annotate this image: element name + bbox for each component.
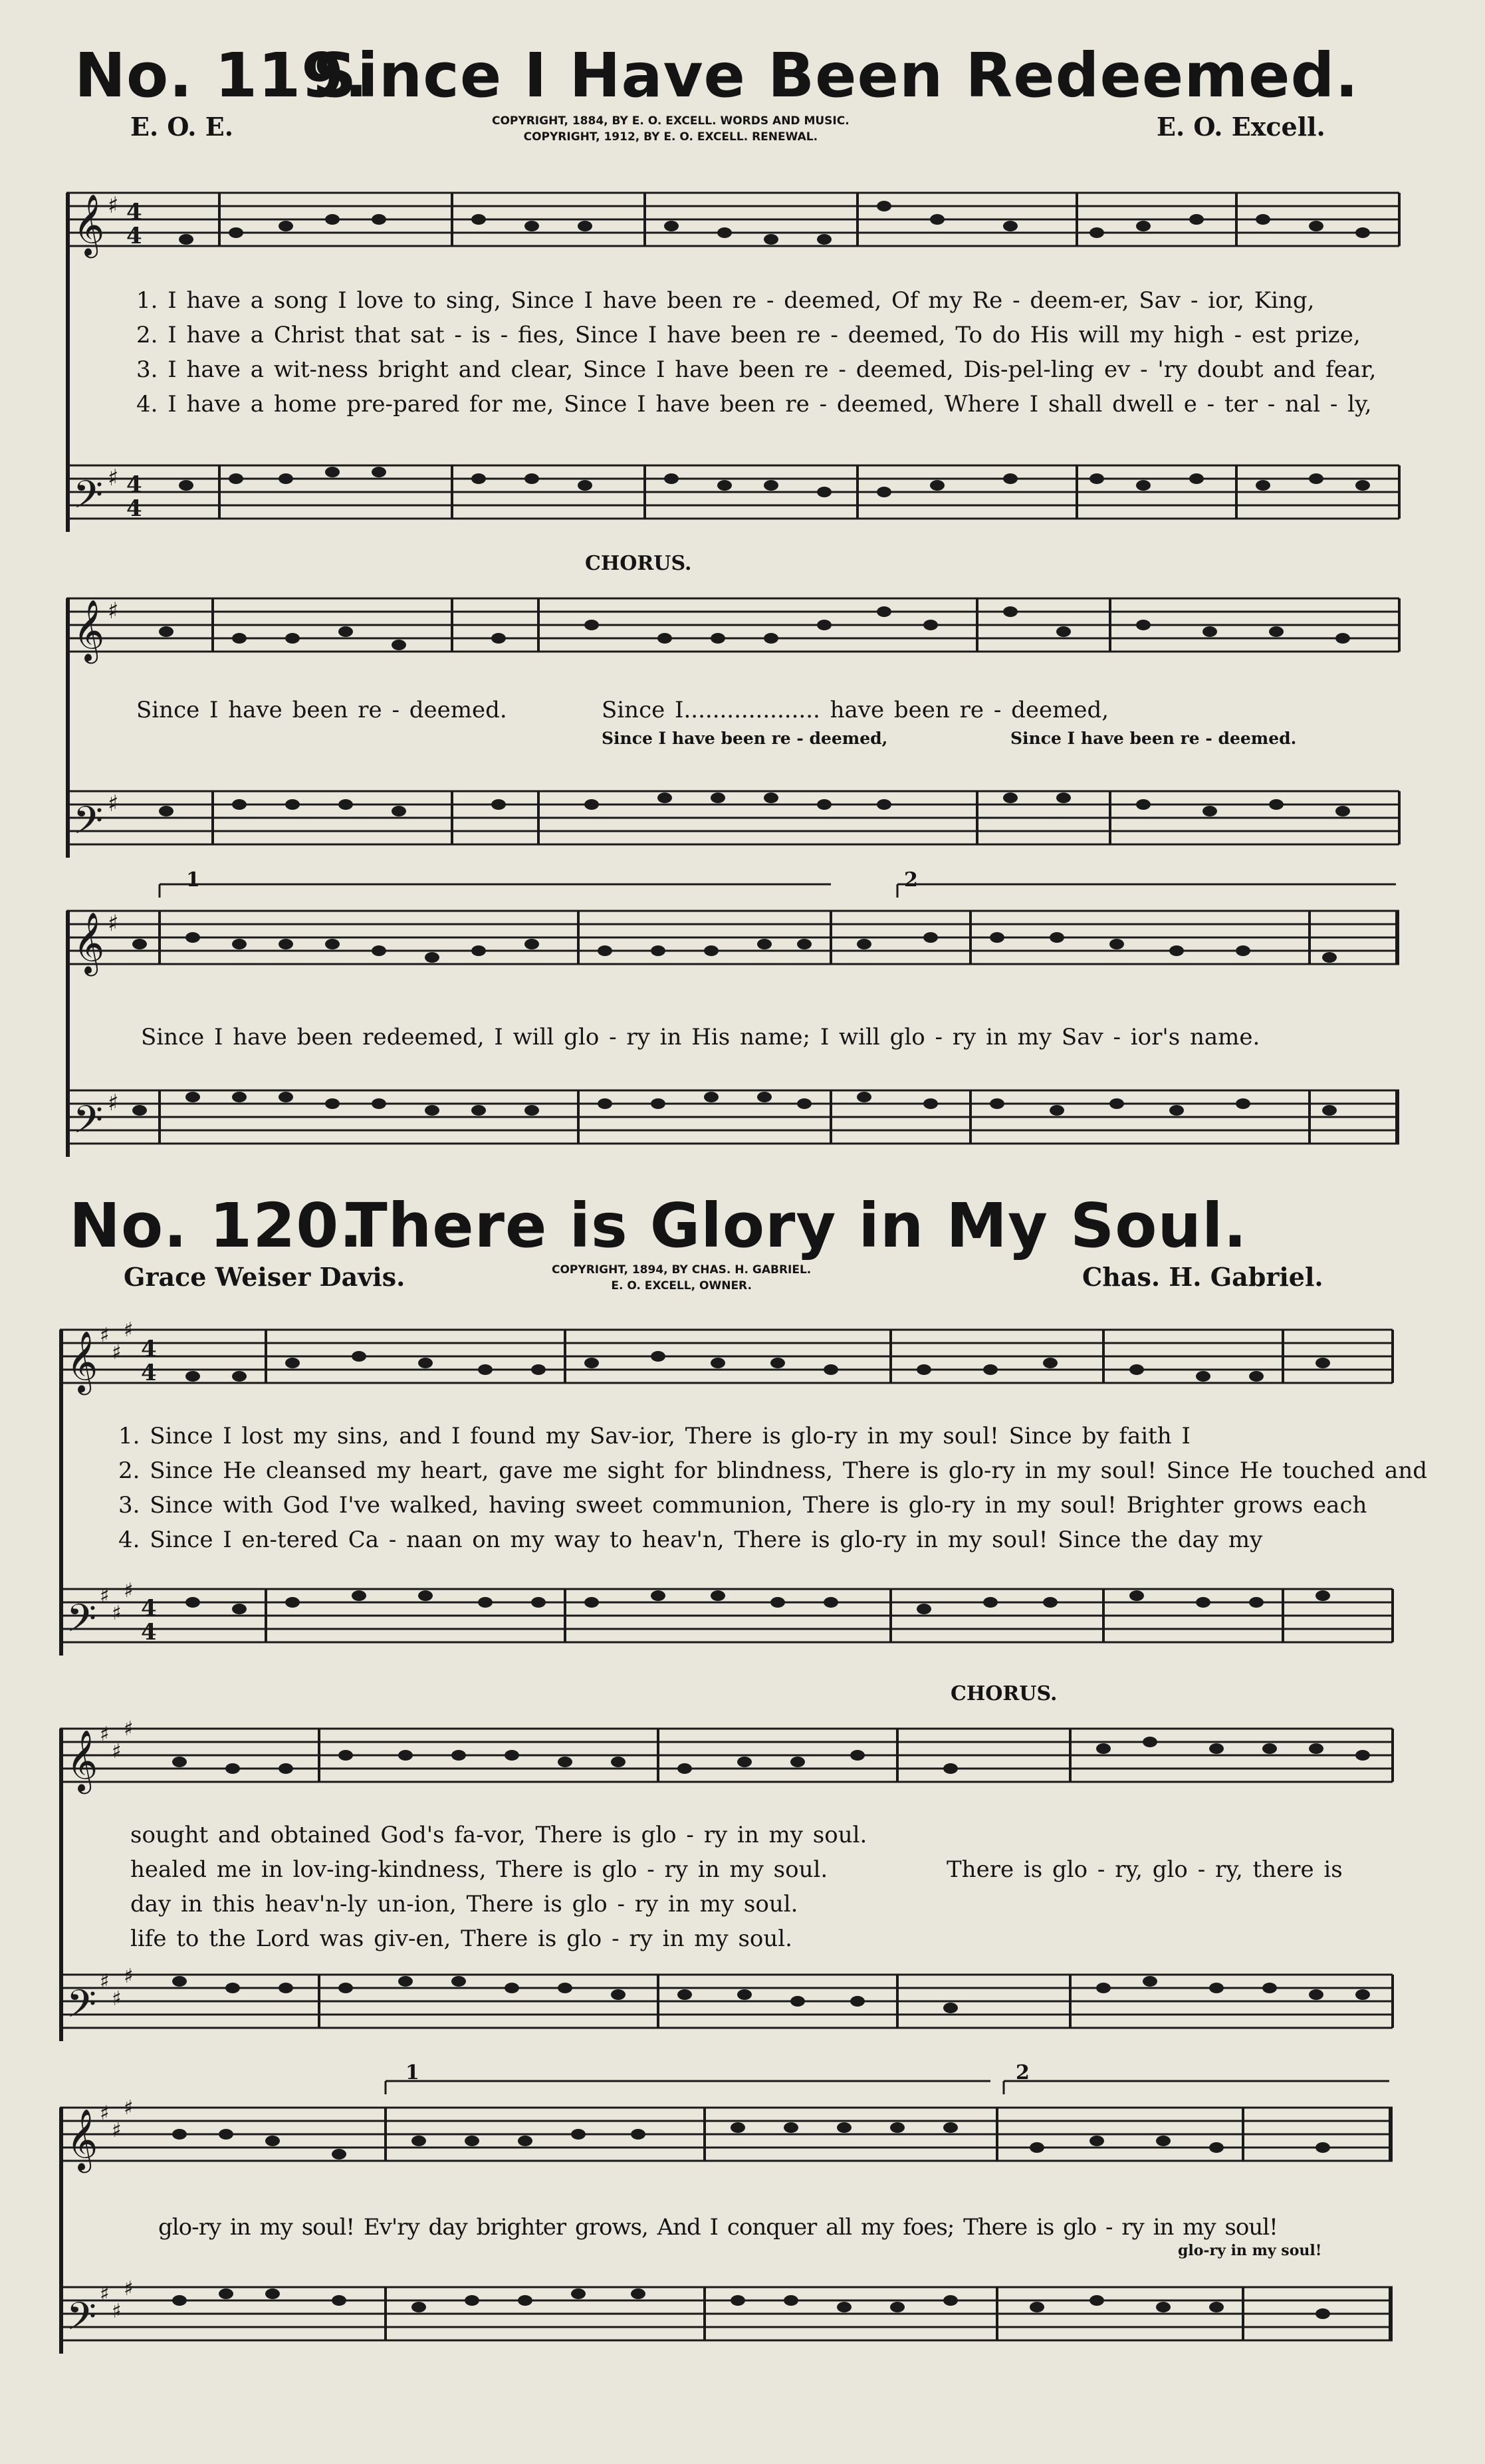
svg-text:♯: ♯ — [100, 1324, 110, 1347]
hymn-119-verse-3: 3. I have a wit-ness bright and clear, Since I have been re - deemed, Dis-pel-ling ev - 'ry doubt and fear, — [136, 356, 1377, 383]
svg-text:♯: ♯ — [100, 2282, 110, 2306]
svg-text:4: 4 — [126, 495, 142, 522]
svg-text:𝄢: 𝄢 — [73, 472, 104, 527]
bass-staff — [66, 465, 1399, 519]
copyright-line-1: COPYRIGHT, 1884, BY E. O. EXCELL. WORDS AND MUSIC. — [492, 114, 850, 128]
hymn-120-number: No. 120. — [69, 1190, 364, 1261]
copyright-line-2: COPYRIGHT, 1912, BY E. O. EXCELL. RENEWAL. — [523, 130, 818, 144]
hymn-120-author: Grace Weiser Davis. — [124, 1262, 405, 1292]
svg-text:♯: ♯ — [124, 1318, 134, 1342]
svg-text:♯: ♯ — [124, 1717, 134, 1741]
svg-text:♯: ♯ — [100, 1970, 110, 1993]
svg-text:𝄞: 𝄞 — [66, 1330, 98, 1392]
svg-text:♯: ♯ — [124, 2096, 134, 2120]
svg-text:♯: ♯ — [108, 1090, 119, 1116]
svg-text:𝄢: 𝄢 — [66, 1596, 97, 1650]
hymn-119-copyright — [492, 113, 850, 145]
hymn-120-verse-3: 3. Since with God I've walked, having sweet communion, There is glo-ry in my soul! Brighter grows each — [118, 1492, 1367, 1519]
svg-text:♯: ♯ — [112, 1602, 122, 1625]
svg-text:4: 4 — [141, 1595, 157, 1622]
svg-text:♯: ♯ — [124, 1965, 134, 1988]
svg-text:♯: ♯ — [100, 2102, 110, 2125]
hymn-120-verse-3b: day in this heav'n-ly un-ion, There is glo - ry in my soul. — [130, 1891, 798, 1917]
hymn-119-ending-2: 2 — [904, 868, 918, 892]
bar-lines — [219, 193, 1399, 519]
hymn-120-composer: Chas. H. Gabriel. — [1082, 1262, 1323, 1292]
svg-text:𝄢: 𝄢 — [66, 2294, 97, 2348]
svg-text:𝄢: 𝄢 — [73, 798, 104, 852]
hymn-119-line-2: Since I have been re - deemed. — [136, 697, 507, 723]
svg-text:♯: ♯ — [112, 1341, 122, 1364]
svg-text:𝄢: 𝄢 — [73, 1097, 104, 1152]
svg-text:♯: ♯ — [124, 2277, 134, 2300]
hymn-120-verse-2b: healed me in lov-ing-kindness, There is glo - ry in my soul. — [130, 1856, 828, 1883]
copyright-line-1: COPYRIGHT, 1894, BY CHAS. H. GABRIEL. — [552, 1263, 812, 1277]
svg-text:𝄢: 𝄢 — [66, 1981, 97, 2036]
hymn-119-line-3: Since I have been redeemed, I will glo - ry in His name; I will glo - ry in my Sav - ior's name. — [141, 1024, 1260, 1050]
hymn-119-title: Since I Have Been Redeemed. — [312, 40, 1359, 111]
svg-text:♯: ♯ — [108, 791, 119, 817]
hymn-120-verse-4: 4. Since I en-tered Ca - naan on my way to heav'n, There is glo-ry in my soul! Since the day my — [118, 1527, 1263, 1553]
svg-text:♯: ♯ — [108, 598, 119, 624]
svg-text:𝄞: 𝄞 — [66, 1729, 98, 1791]
hymn-120-chorus-label: CHORUS. — [951, 1682, 1058, 1705]
hymn-119-number: No. 119. — [74, 40, 369, 111]
hymn-119-ending-1: 1 — [186, 868, 200, 892]
hymn-120-ending-1: 1 — [405, 2061, 419, 2084]
hymn-119-author: E. O. E. — [130, 112, 233, 142]
svg-text:♯: ♯ — [112, 2119, 122, 2142]
hymn-120-line-3: glo-ry in my soul! Ev'ry day brighter grows, And I conquer all my foes; There is glo - ry in my soul! — [158, 2214, 1278, 2241]
svg-text:♯: ♯ — [112, 2300, 122, 2323]
svg-text:♯: ♯ — [108, 910, 119, 937]
svg-text:4: 4 — [126, 199, 142, 225]
hymn-119-verse-2: 2. I have a Christ that sat - is - fies, Since I have been re - deemed, To do His will my high - est prize, — [136, 322, 1361, 348]
svg-text:♯: ♯ — [108, 465, 119, 491]
svg-text:4: 4 — [141, 1619, 157, 1646]
hymn-119-chorus-label: CHORUS. — [585, 552, 692, 575]
svg-text:𝄞: 𝄞 — [73, 912, 105, 973]
hymn-120-title: There is Glory in My Soul. — [346, 1190, 1248, 1261]
svg-text:𝄞: 𝄞 — [73, 599, 105, 661]
svg-text:4: 4 — [141, 1336, 157, 1362]
hymn-119-chorus-echo-1: Since I have been re - deemed, — [602, 729, 888, 748]
svg-text:𝄞: 𝄞 — [73, 193, 105, 255]
hymn-119-chorus-echo-2: Since I have been re - deemed. — [1010, 729, 1297, 748]
svg-text:♯: ♯ — [100, 1723, 110, 1746]
hymn-120-line-3-echo: glo-ry in my soul! — [1178, 2242, 1322, 2259]
svg-text:♯: ♯ — [112, 1987, 122, 2011]
hymn-119-system-2 — [66, 585, 1403, 864]
svg-text:4: 4 — [141, 1360, 157, 1386]
hymn-119-verse-1: 1. I have a song I love to sing, Since I have been re - deemed, Of my Re - deem-er, Sav - ior, King, — [136, 287, 1315, 314]
hymn-120-verse-2: 2. Since He cleansed my heart, gave me sight for blindness, There is glo-ry in my soul! Since He touched and — [118, 1457, 1427, 1484]
svg-text:4: 4 — [126, 471, 142, 498]
hymn-120-copyright — [552, 1262, 811, 1294]
hymn-119-composer: E. O. Excell. — [1157, 112, 1325, 142]
clefs-and-signature — [73, 192, 142, 527]
hymn-119-chorus-lead: Since I................... have been re - deemed, — [602, 697, 1109, 723]
svg-text:𝄞: 𝄞 — [66, 2108, 98, 2170]
hymn-120-chorus-text: There is glo - ry, glo - ry, there is — [947, 1856, 1343, 1883]
svg-text:4: 4 — [126, 223, 142, 249]
hymn-120-verse-1b: sought and obtained God's fa-vor, There is glo - ry in my soul. — [130, 1822, 867, 1848]
svg-text:♯: ♯ — [108, 192, 119, 219]
copyright-line-2: E. O. EXCELL, OWNER. — [611, 1279, 752, 1293]
hymn-120-verse-4b: life to the Lord was giv-en, There is glo - ry in my soul. — [130, 1925, 792, 1952]
hymn-119-verse-4: 4. I have a home pre-pared for me, Since I have been re - deemed, Where I shall dwell e - ter - nal - ly, — [136, 391, 1372, 418]
hymn-120-ending-2: 2 — [1016, 2061, 1030, 2084]
svg-text:♯: ♯ — [100, 1584, 110, 1608]
svg-text:♯: ♯ — [112, 1740, 122, 1763]
hymn-120-verse-1: 1. Since I lost my sins, and I found my Sav-ior, There is glo-ry in my soul! Since by faith I — [118, 1423, 1191, 1449]
svg-text:♯: ♯ — [124, 1579, 134, 1602]
